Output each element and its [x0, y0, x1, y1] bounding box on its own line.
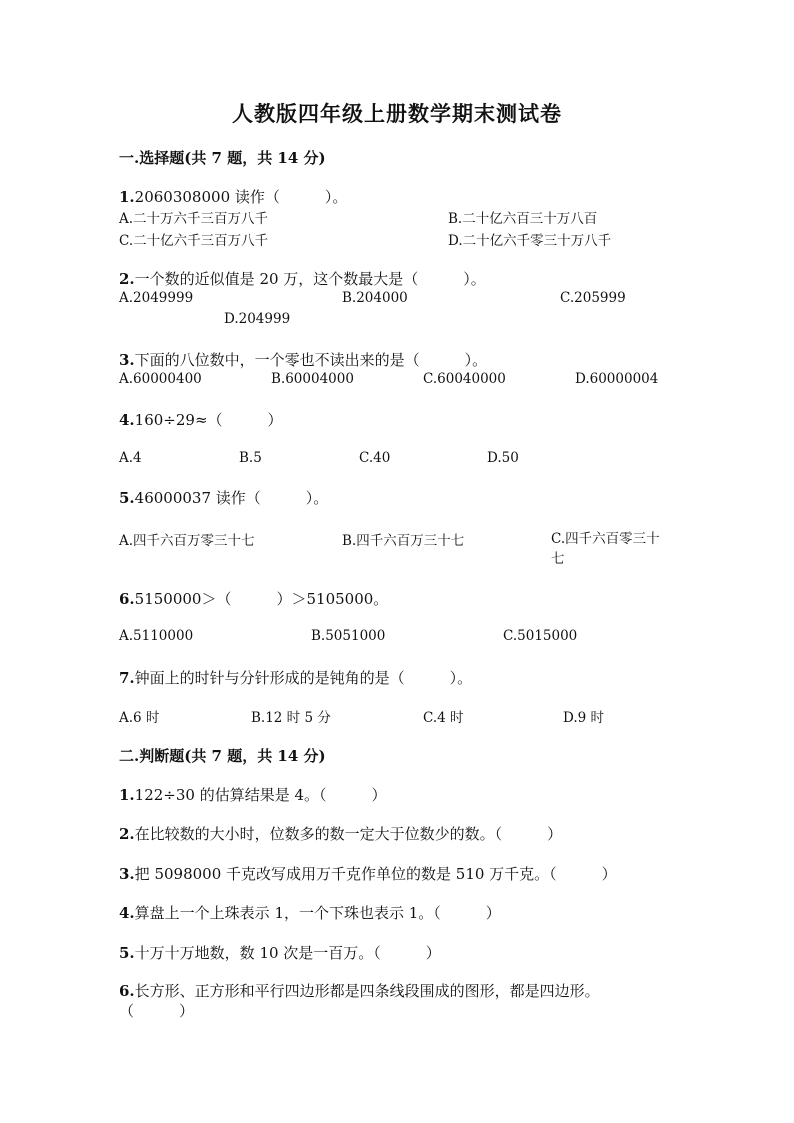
option-b: B.四千六百万三十七: [342, 533, 465, 549]
option-a: A.60000400: [119, 371, 202, 387]
choice-question-7: [119, 667, 472, 688]
choice-question-3: [119, 349, 487, 370]
question-number: 1.: [119, 188, 135, 206]
option-b: B.5051000: [311, 628, 386, 644]
choice-question-5: [119, 487, 328, 508]
option-d: D.9 时: [563, 710, 605, 726]
question-text: 算盘上一个上珠表示 1，一个下珠也表示 1。（ ）: [134, 904, 501, 922]
question-number: 7.: [119, 669, 135, 687]
question-text: 46000037 读作（ ）。: [134, 489, 329, 507]
question-text: 下面的八位数中，一个零也不读出来的是（ ）。: [134, 351, 488, 369]
option-a: A.二十万六千三百万八千: [119, 211, 269, 227]
option-c: C.四千六百零三十七: [551, 531, 660, 567]
question-text: 钟面上的时针与分针形成的是钝角的是（ ）。: [134, 669, 473, 687]
option-c: C.5015000: [503, 628, 578, 644]
option-a: A.6 时: [119, 710, 160, 726]
question-number: 4.: [119, 411, 135, 429]
option-a: A.4: [119, 450, 142, 466]
option-d: D.204999: [224, 311, 291, 327]
question-number: 2.: [119, 270, 135, 288]
option-b: B.二十亿六百三十万八百: [448, 211, 598, 227]
question-number: 6.: [119, 590, 135, 608]
choice-question-2: [119, 268, 486, 289]
choice-question-4: [119, 409, 283, 430]
question-number: 5.: [119, 944, 135, 962]
question-text: 5150000＞（ ）＞5105000。: [134, 590, 389, 608]
option-a: A.2049999: [119, 290, 194, 306]
option-b: B.204000: [342, 290, 408, 306]
option-b: B.5: [239, 450, 262, 466]
question-text: 十万十万地数，数 10 次是一百万。（ ）: [134, 944, 441, 962]
choice-question-6: [119, 588, 388, 609]
question-number: 2.: [119, 825, 135, 843]
option-c: C.二十亿六千三百万八千: [119, 233, 269, 249]
judgment-question-1: [119, 784, 387, 805]
choice-question-1: [119, 186, 347, 207]
judgment-question-3: [119, 863, 617, 884]
question-number: 3.: [119, 351, 135, 369]
option-d: D.50: [487, 450, 519, 466]
option-c: C.205999: [560, 290, 626, 306]
question-text: 2060308000 读作（ ）。: [134, 188, 348, 206]
judgment-question-4: [119, 902, 501, 923]
question-number: 6.: [119, 982, 135, 1000]
option-a: A.5110000: [119, 628, 194, 644]
judgment-question-2: [119, 823, 562, 844]
option-b: B.12 时 5 分: [251, 710, 331, 726]
question-number: 1.: [119, 786, 135, 804]
question-text: 160÷29≈（ ）: [134, 411, 283, 429]
option-d: D.二十亿六千零三十万八千: [448, 233, 612, 249]
question-number: 4.: [119, 904, 135, 922]
option-d: D.60000004: [575, 371, 659, 387]
exam-title: 人教版四年级上册数学期末测试卷: [232, 101, 562, 126]
option-b: B.60004000: [271, 371, 354, 387]
question-text: 122÷30 的估算结果是 4。（ ）: [134, 786, 387, 804]
option-a: A.四千六百万零三十七: [119, 533, 255, 549]
question-text: 在比较数的大小时，位数多的数一定大于位数少的数。（ ）: [134, 825, 563, 843]
question-text: 一个数的近似值是 20 万，这个数最大是（ ）。: [134, 270, 486, 288]
option-c: C.40: [359, 450, 391, 466]
section-heading-judgment: 二.判断题(共 7 题，共 14 分): [119, 747, 326, 765]
option-c: C.4 时: [423, 710, 464, 726]
question-number: 3.: [119, 865, 135, 883]
judgment-question-6: [119, 981, 659, 1021]
question-text: 长方形、正方形和平行四边形都是四条线段围成的图形，都是四边形。（ ）: [119, 982, 600, 1020]
judgment-question-5: [119, 942, 441, 963]
option-c: C.60040000: [423, 371, 506, 387]
section-heading-choice: 一.选择题(共 7 题，共 14 分): [119, 149, 326, 167]
question-number: 5.: [119, 489, 135, 507]
question-text: 把 5098000 千克改写成用万千克作单位的数是 510 万千克。（ ）: [134, 865, 617, 883]
